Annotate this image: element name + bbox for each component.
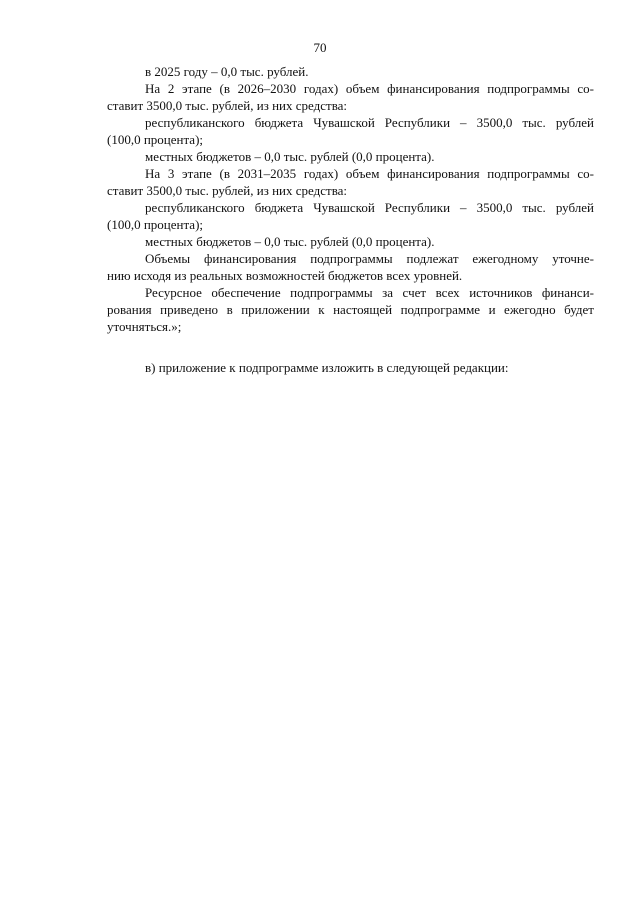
- text-line: Ресурсное обеспечение подпрограммы за счет всех источников финанси-: [145, 285, 594, 300]
- text-line: (100,0 процента);: [107, 217, 204, 232]
- final-instruction-line: в) приложение к подпрограмме изложить в следующей редакции:: [145, 360, 509, 375]
- page-number: 70: [313, 40, 327, 55]
- text-line: На 2 этапе (в 2026–2030 годах) объем финансирования подпрограммы со-: [145, 81, 594, 96]
- paragraph-gap: [107, 335, 594, 359]
- text-line: На 3 этапе (в 2031–2035 годах) объем финансирования подпрограммы со-: [145, 166, 594, 181]
- text-line: республиканского бюджета Чувашской Республики – 3500,0 тыс. рублей: [145, 200, 594, 215]
- text-line: Объемы финансирования подпрограммы подлежат ежегодному уточне-: [145, 251, 594, 266]
- text-line: рования приведено в приложении к настоящей подпрограмме и ежегодно будет: [107, 302, 594, 317]
- text-line: местных бюджетов – 0,0 тыс. рублей (0,0 процента).: [145, 234, 435, 249]
- document-body: [107, 63, 594, 376]
- text-line: (100,0 процента);: [107, 132, 204, 147]
- text-line: в 2025 году – 0,0 тыс. рублей.: [145, 64, 309, 79]
- text-line: республиканского бюджета Чувашской Республики – 3500,0 тыс. рублей: [145, 115, 594, 130]
- text-line: местных бюджетов – 0,0 тыс. рублей (0,0 процента).: [145, 149, 435, 164]
- text-line: ставит 3500,0 тыс. рублей, из них средства:: [107, 183, 348, 198]
- text-line: ставит 3500,0 тыс. рублей, из них средства:: [107, 98, 348, 113]
- text-line: уточняться.»;: [107, 319, 182, 334]
- text-line: нию исходя из реальных возможностей бюджетов всех уровней.: [107, 268, 463, 283]
